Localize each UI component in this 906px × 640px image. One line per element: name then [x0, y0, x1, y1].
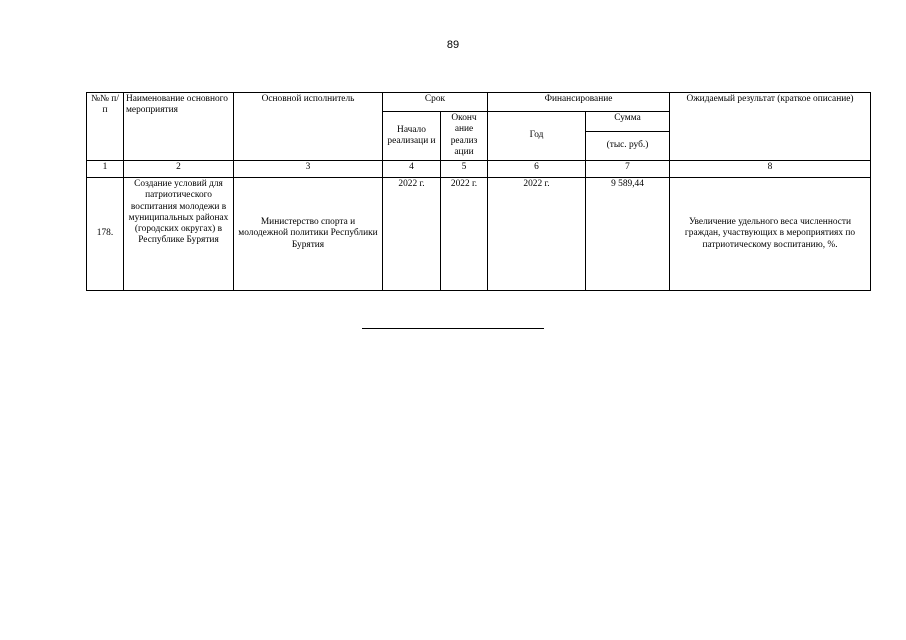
row-result: Увеличение удельного веса численности граждан, участвующих в мероприятиях по патриотическому воспитанию, %. [670, 178, 871, 291]
header-result: Ожидаемый результат (краткое описание) [670, 93, 871, 161]
header-executor: Основной исполнитель [234, 93, 383, 161]
column-number: 8 [670, 161, 871, 178]
column-number: 7 [586, 161, 670, 178]
table-row [87, 178, 871, 291]
row-start: 2022 г. [383, 178, 441, 291]
row-name: Создание условий для патриотического воспитания молодежи в муниципальных районах (городских округах) в Республике Бурятия [124, 178, 234, 291]
header-term: Срок [383, 93, 488, 112]
header-start: Начало реализаци и [383, 112, 441, 161]
header-financing: Финансирование [488, 93, 670, 112]
column-number: 2 [124, 161, 234, 178]
end-divider-line [362, 328, 544, 329]
header-sum-unit: (тыс. руб.) [586, 132, 670, 161]
row-executor: Министерство спорта и молодежной политики Республики Бурятия [234, 178, 383, 291]
column-number: 3 [234, 161, 383, 178]
column-number: 4 [383, 161, 441, 178]
row-sum: 9 589,44 [586, 178, 670, 291]
column-number: 1 [87, 161, 124, 178]
column-number: 6 [488, 161, 586, 178]
page-number: 89 [446, 39, 460, 51]
column-number: 5 [441, 161, 488, 178]
plan-table [86, 92, 871, 291]
header-num: №№ п/п [87, 93, 124, 161]
column-number-row [87, 161, 871, 178]
header-sum: Сумма [586, 112, 670, 132]
header-end: Оконч ание реализ ации [441, 112, 488, 161]
row-num: 178. [87, 178, 124, 291]
header-name: Наименование основного мероприятия [124, 93, 234, 161]
row-year: 2022 г. [488, 178, 586, 291]
row-end: 2022 г. [441, 178, 488, 291]
header-year: Год [488, 112, 586, 161]
